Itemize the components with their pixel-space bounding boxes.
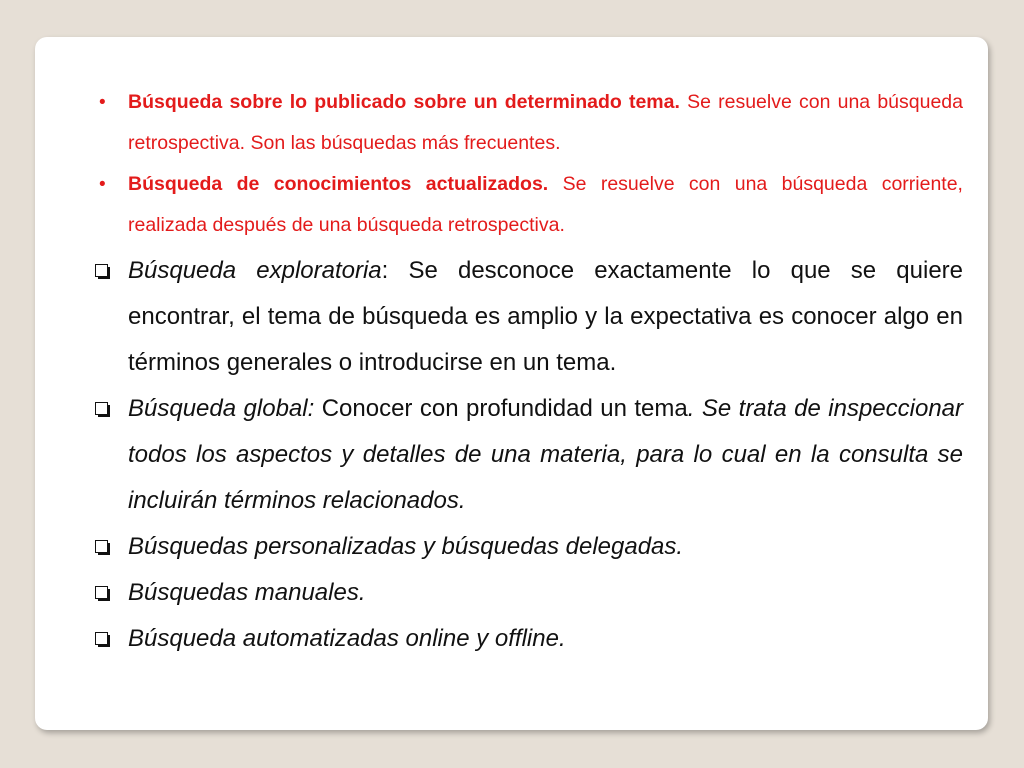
slide-content: [95, 82, 963, 662]
hollow-square-bullet-icon: [95, 632, 108, 645]
red-bullet-item: [95, 164, 963, 246]
bullet-body-text: Se resuelve con una búsqueda retrospectiva. Son las búsquedas más frecuentes.: [128, 91, 963, 154]
hollow-square-bullet-icon: [95, 264, 108, 277]
item-term: Búsqueda exploratoria: [128, 257, 382, 284]
item-description: : Se desconoce exactamente lo que se quiere encontrar, el tema de búsqueda es amplio y la expectativa es conocer algo en términos generales o introducirse en un tema.: [128, 257, 964, 376]
hollow-square-bullet-icon: [95, 540, 108, 553]
item-description: . Se trata de inspeccionar todos los aspectos y detalles de una materia, para lo cual en la consulta se incluirán términos relacionados.: [128, 395, 964, 514]
bullet-lead-text: Búsqueda sobre lo publicado sobre un determinado tema.: [128, 91, 680, 113]
red-bullet-item: [95, 82, 963, 164]
checkbox-bullet-item: [95, 524, 963, 570]
checkbox-bullet-item: [95, 616, 963, 662]
bullet-body-text: Se resuelve con una búsqueda corriente, realizada después de una búsqueda retrospectiva.: [128, 173, 963, 236]
checkbox-bullet-item: [95, 248, 963, 386]
slide-card: [35, 37, 988, 730]
bullet-dot: •: [99, 174, 106, 195]
item-term: Búsqueda automatizadas online y offline.: [128, 625, 566, 652]
checkbox-bullet-item: [95, 386, 963, 524]
item-term: Búsquedas manuales.: [128, 579, 366, 606]
bullet-lead-text: Búsqueda de conocimientos actualizados.: [128, 173, 549, 195]
checkbox-bullet-item: [95, 570, 963, 616]
item-plain-text: Conocer con profundidad un tema: [314, 395, 688, 422]
bullet-dot: •: [99, 92, 106, 113]
item-term: Búsqueda global:: [128, 395, 315, 422]
item-term: Búsquedas personalizadas y búsquedas delegadas.: [128, 533, 684, 560]
hollow-square-bullet-icon: [95, 586, 108, 599]
hollow-square-bullet-icon: [95, 402, 108, 415]
